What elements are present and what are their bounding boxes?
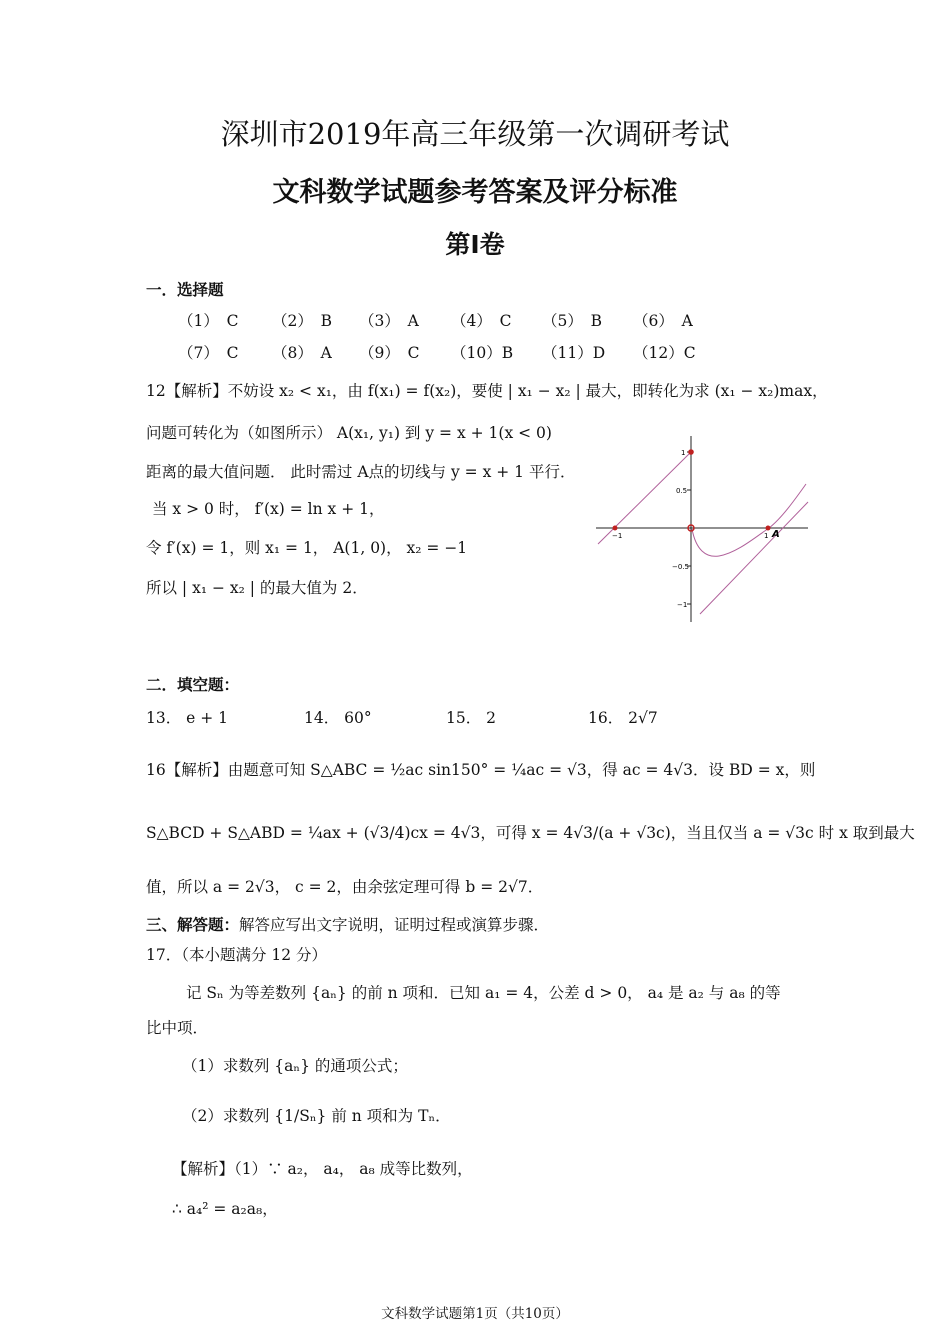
section1-heading: 一．选择题 xyxy=(146,281,224,299)
answer-4: （4） C xyxy=(451,312,512,330)
q16-line-1: 16【解析】由题意可知 S△ABC = ½ac sin150° = ¼ac = √3，得 ac = 4√3．设 BD = x，则 xyxy=(146,761,816,779)
section3-heading: 三、解答题： xyxy=(146,916,240,934)
line-y-equals-x-plus-1 xyxy=(598,452,691,544)
volume-label: 第Ⅰ卷 xyxy=(445,230,505,259)
answer-5: （5） B xyxy=(542,312,603,330)
section3-heading-row xyxy=(146,913,549,935)
q12-line-3: 距离的最大值问题． 此时需过 A点的切线与 y = x + 1 平行． xyxy=(146,463,576,481)
tangent-line xyxy=(700,502,808,614)
point-A xyxy=(766,526,771,531)
answer-1: （1） C xyxy=(178,312,239,330)
point-neg1-0 xyxy=(613,526,618,531)
q17-solution-1: 【解析】（1）∵ a₂， a₄， a₈ 成等比数列， xyxy=(172,1160,473,1178)
q16-line-2: S△BCD + S△ABD = ¼ax + (√3/4)cx = 4√3，可得 x = 4√3/(a + √3c)，当且仅当 a = √3c 时 x 取到最大 xyxy=(146,824,915,842)
y-tick-neg-0.5: −0.5 xyxy=(672,563,689,571)
answer-16: 16． 2√7 xyxy=(588,709,658,727)
q12-line-4: 当 x > 0 时， f′(x) = ln x + 1， xyxy=(152,500,385,518)
q17-header: 17．（本小题满分 12 分） xyxy=(146,946,328,964)
x-tick-1: 1 xyxy=(764,532,769,540)
answer-13: 13． e + 1 xyxy=(146,709,229,727)
answer-10: （10）B xyxy=(451,344,514,362)
answer-11: （11）D xyxy=(542,344,606,362)
q17-part-2: （2）求数列 {1/Sₙ} 前 n 项和为 Tₙ． xyxy=(182,1107,451,1125)
q12-line-5: 令 f′(x) = 1，则 x₁ = 1， A(1, 0)， x₂ = −1 xyxy=(146,539,468,557)
answer-15: 15． 2 xyxy=(446,709,497,727)
section3-desc: 解答应写出文字说明，证明过程或演算步骤． xyxy=(239,916,550,934)
answer-2: （2） B xyxy=(272,312,333,330)
q17-solution-2: ∴ a₄² = a₂a₈， xyxy=(172,1200,278,1218)
q17-stem-2: 比中项． xyxy=(146,1019,209,1037)
y-tick-0.5: 0.5 xyxy=(676,487,688,495)
y-tick-1: 1 xyxy=(681,449,686,457)
q16-line-3: 值，所以 a = 2√3， c = 2，由余弦定理可得 b = 2√7． xyxy=(146,878,544,896)
q17-part-1: （1）求数列 {aₙ} 的通项公式； xyxy=(182,1057,408,1075)
point-A-label: A xyxy=(772,529,780,540)
answer-6: （6） A xyxy=(633,312,693,330)
section2-heading: 二．填空题： xyxy=(146,676,240,694)
answer-12: （12）C xyxy=(633,344,696,362)
function-graph xyxy=(592,432,812,624)
q12-line-2: 问题可转化为（如图所示） A(x₁, y₁) 到 y = x + 1(x < 0) xyxy=(146,424,552,442)
answer-7: （7） C xyxy=(178,344,239,362)
q12-line-6: 所以 | x₁ − x₂ | 的最大值为 2． xyxy=(146,579,368,597)
exam-subtitle: 文科数学试题参考答案及评分标准 xyxy=(272,177,678,208)
answer-9: （9） C xyxy=(359,344,420,362)
x-tick-neg-1: −1 xyxy=(612,532,623,540)
y-tick-neg-1: −1 xyxy=(677,601,688,609)
q17-stem-1: 记 Sₙ 为等差数列 {aₙ} 的前 n 项和．已知 a₁ = 4，公差 d > 0， a₄ 是 a₂ 与 a₈ 的等 xyxy=(186,984,781,1002)
answer-8: （8） A xyxy=(272,344,332,362)
point-0-1 xyxy=(688,449,694,455)
answer-14: 14． 60° xyxy=(304,709,372,727)
q12-line-1: 12【解析】不妨设 x₂ < x₁，由 f(x₁) = f(x₂)，要使 | x₁ − x₂ | 最大，即转化为求 (x₁ − x₂)max， xyxy=(146,382,828,400)
page-footer: 文科数学试题第1页（共10页） xyxy=(381,1306,569,1322)
answer-3: （3） A xyxy=(359,312,419,330)
curve-x-ln-x xyxy=(692,484,806,556)
exam-title: 深圳市2019年高三年级第一次调研考试 xyxy=(220,117,730,151)
